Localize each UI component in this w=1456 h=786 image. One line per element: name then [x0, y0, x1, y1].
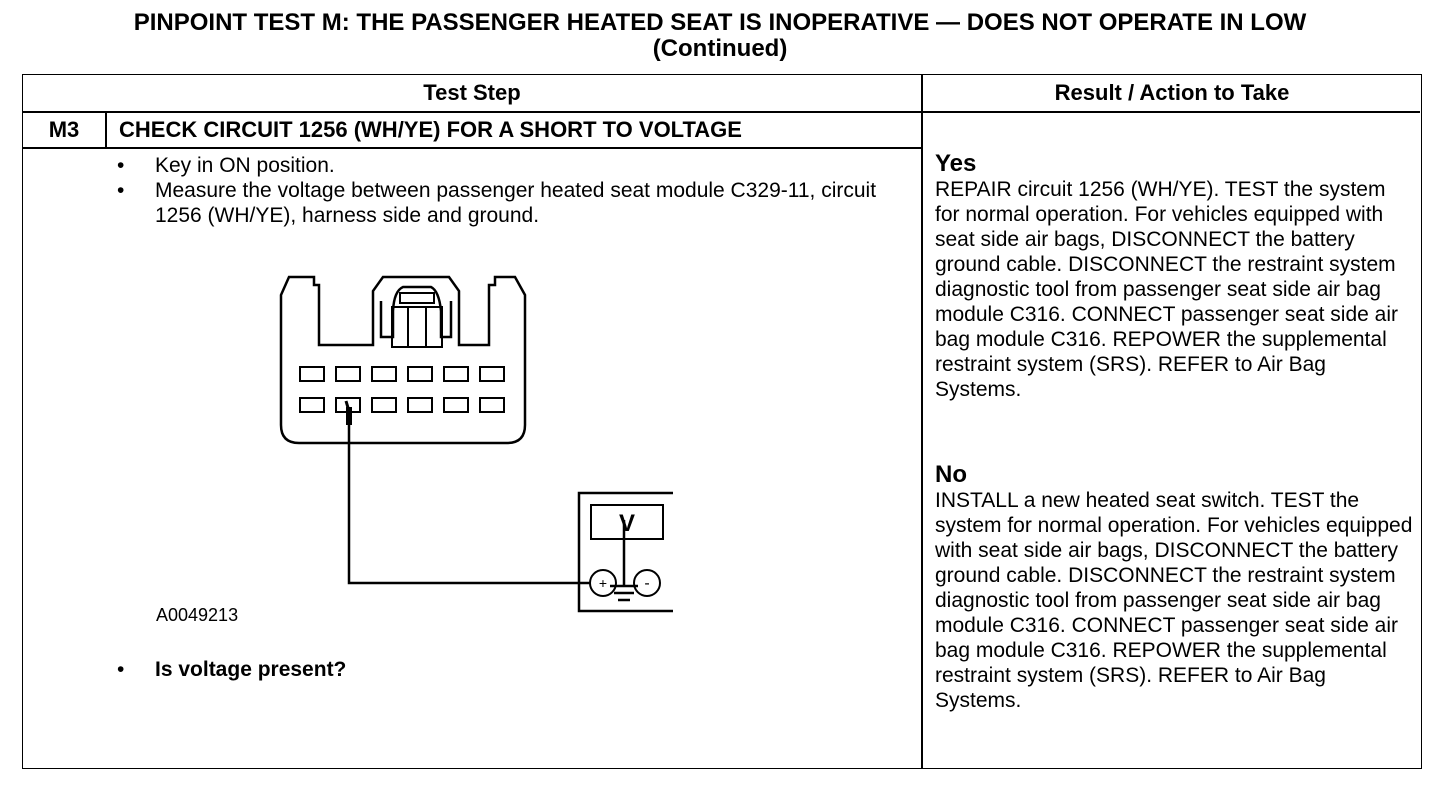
- result-yes-label: Yes: [935, 150, 977, 177]
- title-line-2: (Continued): [652, 35, 788, 62]
- instruction-item: • Measure the voltage between passenger heated seat module C329-11, circuit 1256 (WH/YE), harness side and ground.: [117, 178, 897, 228]
- instruction-item: • Key in ON position.: [117, 153, 897, 178]
- terminal-row-top: [300, 367, 504, 381]
- step-id-divider: [105, 111, 107, 148]
- latch-tab: [400, 293, 434, 303]
- test-question: • Is voltage present?: [117, 658, 346, 682]
- step-title: CHECK CIRCUIT 1256 (WH/YE) FOR A SHORT TO VOLTAGE: [119, 117, 742, 142]
- ground-symbol: [590, 520, 650, 610]
- result-no-text: INSTALL a new heated seat switch. TEST the system for normal operation. For vehicles equipped with seat side air bags, DISCONNECT the battery ground cable. DISCONNECT the restraint system diagnostic tool from passenger seat side air bag module C316. CONNECT passenger seat side air bag module C316. REPOWER the supplemental restraint system (SRS). REFER to Air Bag Systems.: [935, 489, 1413, 712]
- instruction-list: [117, 153, 897, 228]
- page-title: [0, 10, 1440, 62]
- positive-terminal-label: +: [598, 575, 608, 591]
- result-yes-text: REPAIR circuit 1256 (WH/YE). TEST the system for normal operation. For vehicles equipped with seat side air bags, DISCONNECT the battery ground cable. DISCONNECT the restraint system diagnostic tool from passenger seat side air bag module C316. CONNECT passenger seat side air bag module C316. REPOWER the supplemental restraint system (SRS). REFER to Air Bag Systems.: [935, 178, 1398, 401]
- connector-outline: [281, 277, 525, 443]
- step-id: M3: [48, 117, 80, 142]
- test-lead-positive: [349, 425, 603, 583]
- header-result-action: Result / Action to Take: [1054, 80, 1290, 105]
- result-no: [935, 462, 1415, 713]
- figure-id: A0049213: [156, 605, 239, 625]
- terminal-row-bottom: [300, 398, 504, 412]
- latch-body: [392, 307, 442, 347]
- negative-terminal-label: -: [644, 575, 650, 592]
- voltmeter-display-label: V: [618, 510, 636, 537]
- title-line-1: PINPOINT TEST M: THE PASSENGER HEATED SEAT IS INOPERATIVE — DOES NOT OPERATE IN LOW: [133, 9, 1307, 36]
- result-yes: [935, 151, 1415, 402]
- result-no-label: No: [935, 461, 967, 488]
- pinpoint-test-table: [22, 74, 1422, 769]
- column-divider: [921, 75, 923, 768]
- header-test-step: Test Step: [423, 80, 521, 105]
